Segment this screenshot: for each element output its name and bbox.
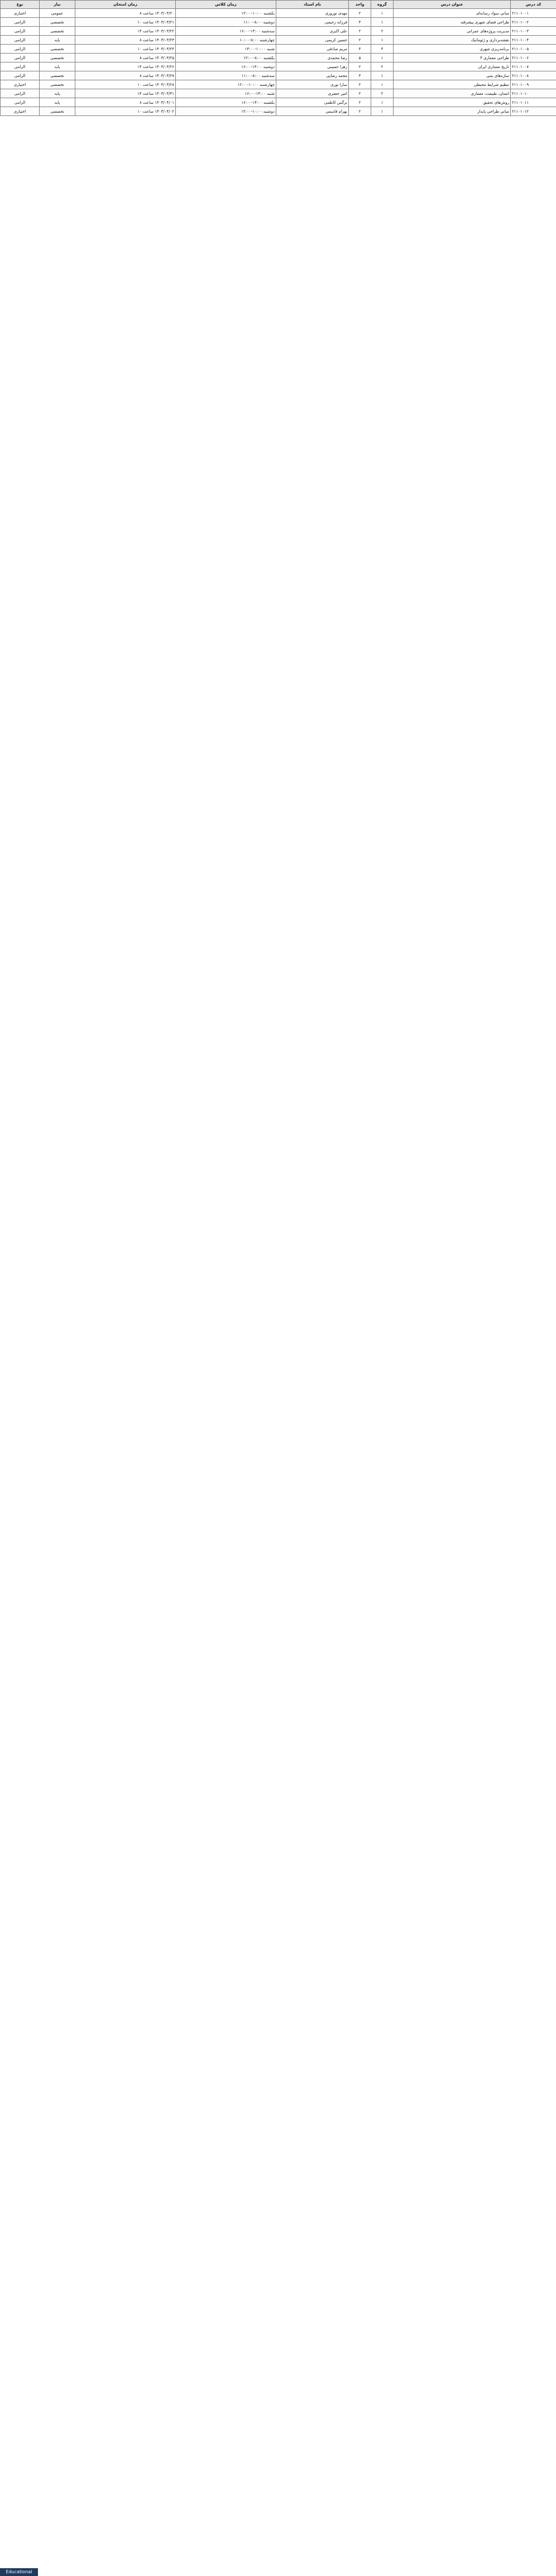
cell-title: مبانی سواد رسانه‌ای — [394, 9, 511, 18]
cell-class-time: دوشنبه ۱۴:۰۰-۱۶:۰۰ — [176, 62, 276, 71]
cell-group: ۲ — [371, 27, 394, 36]
cell-professor: مریم صادقی — [276, 45, 349, 54]
cell-professor: فرزانه رحیمی — [276, 18, 349, 27]
cell-title: نقشه‌برداری و ژئوماتیک — [394, 36, 511, 45]
cell-type: الزامی — [1, 36, 40, 45]
watermark-logo: Educational — [0, 2568, 38, 2576]
cell-class-time: یکشنبه ۱۰:۰۰-۱۲:۰۰ — [176, 9, 276, 18]
cell-title: روش‌های تحقیق — [394, 98, 511, 107]
table-row — [1, 62, 556, 71]
cell-group: ۱ — [371, 36, 394, 45]
cell-type: الزامی — [1, 27, 40, 36]
cell-exam-time: ۱۴۰۳/۰۳/۲۶ ساعت ۱۴ — [75, 62, 176, 71]
cell-class-time: سه‌شنبه ۸:۰۰-۱۱:۰۰ — [176, 71, 276, 80]
cell-group: ۳ — [371, 45, 394, 54]
header-unit: واحد — [349, 1, 371, 9]
header-title: عنوان درس — [394, 1, 511, 9]
cell-title: تنظیم شرایط محیطی — [394, 80, 511, 89]
header-type: نوع — [1, 1, 40, 9]
cell-professor: مهدی نوروزی — [276, 9, 349, 18]
cell-exam-time: ۱۴۰۳/۰۴/۰۱ ساعت ۸ — [75, 98, 176, 107]
cell-group: ۱ — [371, 107, 394, 116]
cell-requirement: پایه — [40, 62, 75, 71]
cell-exam-time: ۱۴۰۳/۰۳/۲۴ ساعت ۱۰ — [75, 45, 176, 54]
cell-title: طراحی معماری ۴ — [394, 54, 511, 62]
cell-unit: ۳ — [349, 45, 371, 54]
cell-class-time: شنبه ۱۰:۰۰-۱۳:۰۰ — [176, 45, 276, 54]
table-row — [1, 71, 556, 80]
cell-type: اختیاری — [1, 107, 40, 116]
cell-professor: امیر جعفری — [276, 89, 349, 98]
header-requirement: نیاز — [40, 1, 75, 9]
cell-code: ۲۱۱۰۱۰۰۸ — [511, 71, 556, 80]
cell-group: ۱ — [371, 9, 394, 18]
table-body — [1, 9, 556, 116]
cell-unit: ۲ — [349, 27, 371, 36]
cell-type: الزامی — [1, 62, 40, 71]
cell-class-time: یکشنبه ۸:۰۰-۱۲:۰۰ — [176, 54, 276, 62]
cell-unit: ۲ — [349, 62, 371, 71]
course-table — [0, 0, 556, 116]
cell-group: ۲ — [371, 89, 394, 98]
table-row — [1, 18, 556, 27]
cell-exam-time: ۱۴۰۳/۰۴/۰۲ ساعت ۱۰ — [75, 107, 176, 116]
cell-exam-time: ۱۴۰۳/۰۳/۳۱ ساعت ۱۴ — [75, 89, 176, 98]
cell-title: انسان، طبیعت، معماری — [394, 89, 511, 98]
table-row — [1, 27, 556, 36]
cell-requirement: پایه — [40, 98, 75, 107]
cell-professor: حسین کریمی — [276, 36, 349, 45]
cell-unit: ۲ — [349, 80, 371, 89]
cell-requirement: تخصصی — [40, 80, 75, 89]
cell-requirement: پایه — [40, 89, 75, 98]
cell-code: ۲۱۱۰۱۰۰۹ — [511, 80, 556, 89]
cell-unit: ۲ — [349, 98, 371, 107]
cell-code: ۲۱۱۰۱۰۰۱ — [511, 9, 556, 18]
cell-title: مدیریت پروژه‌های عمرانی — [394, 27, 511, 36]
table-header-row — [1, 1, 556, 9]
cell-professor: رضا محمدی — [276, 54, 349, 62]
cell-requirement: تخصصی — [40, 27, 75, 36]
cell-requirement: تخصصی — [40, 107, 75, 116]
cell-group: ۱ — [371, 54, 394, 62]
cell-professor: نرگس کاظمی — [276, 98, 349, 107]
cell-exam-time: ۱۴۰۳/۰۳/۲۸ ساعت ۱۰ — [75, 80, 176, 89]
cell-professor: بهرام قاسمی — [276, 107, 349, 116]
cell-requirement: عمومی — [40, 9, 75, 18]
table-row — [1, 107, 556, 116]
cell-exam-time: ۱۴۰۳/۰۳/۲۱ ساعت ۱۰ — [75, 18, 176, 27]
cell-class-time: یکشنبه ۱۴:۰۰-۱۶:۰۰ — [176, 98, 276, 107]
cell-type: اختیاری — [1, 80, 40, 89]
cell-unit: ۲ — [349, 89, 371, 98]
cell-requirement: تخصصی — [40, 18, 75, 27]
cell-requirement: تخصصی — [40, 54, 75, 62]
cell-exam-time: ۱۴۰۳/۰۳/۲۰ ساعت ۸ — [75, 9, 176, 18]
cell-unit: ۳ — [349, 18, 371, 27]
cell-title: سازه‌های بتنی — [394, 71, 511, 80]
header-professor: نام استاد — [276, 1, 349, 9]
cell-title: مبانی طراحی پایدار — [394, 107, 511, 116]
cell-class-time: سه‌شنبه ۱۴:۰۰-۱۶:۰۰ — [176, 27, 276, 36]
cell-professor: علی اکبری — [276, 27, 349, 36]
table-row — [1, 36, 556, 45]
cell-group: ۱ — [371, 18, 394, 27]
cell-type: اختیاری — [1, 9, 40, 18]
cell-type: الزامی — [1, 89, 40, 98]
cell-unit: ۵ — [349, 54, 371, 62]
cell-title: طراحی فضای شهری پیشرفته — [394, 18, 511, 27]
cell-group: ۱ — [371, 71, 394, 80]
cell-title: تاریخ معماری ایران — [394, 62, 511, 71]
cell-professor: زهرا حسینی — [276, 62, 349, 71]
cell-professor: سارا نوری — [276, 80, 349, 89]
cell-class-time: چهارشنبه ۱۰:۰۰-۱۲:۰۰ — [176, 80, 276, 89]
cell-group: ۱ — [371, 80, 394, 89]
cell-title: برنامه‌ریزی شهری — [394, 45, 511, 54]
cell-class-time: شنبه ۱۴:۰۰-۱۶:۰۰ — [176, 89, 276, 98]
table-row — [1, 98, 556, 107]
cell-group: ۲ — [371, 62, 394, 71]
cell-code: ۲۱۱۰۱۰۱۰ — [511, 89, 556, 98]
cell-code: ۲۱۱۰۱۰۱۲ — [511, 107, 556, 116]
cell-requirement: تخصصی — [40, 45, 75, 54]
cell-class-time: چهارشنبه ۸:۰۰-۱۰:۰۰ — [176, 36, 276, 45]
table-row — [1, 54, 556, 62]
table-row — [1, 45, 556, 54]
cell-class-time: دوشنبه ۸:۰۰-۱۱:۰۰ — [176, 18, 276, 27]
cell-group: ۱ — [371, 98, 394, 107]
cell-requirement: پایه — [40, 36, 75, 45]
cell-exam-time: ۱۴۰۳/۰۳/۲۲ ساعت ۱۴ — [75, 27, 176, 36]
cell-unit: ۳ — [349, 71, 371, 80]
cell-code: ۲۱۱۰۱۰۰۴ — [511, 36, 556, 45]
cell-code: ۲۱۱۰۱۰۰۶ — [511, 54, 556, 62]
table-row — [1, 89, 556, 98]
header-exam-time: زمان امتحان — [75, 1, 176, 9]
header-class-time: زمان کلاس — [176, 1, 276, 9]
cell-code: ۲۱۱۰۱۰۱۱ — [511, 98, 556, 107]
cell-requirement: تخصصی — [40, 71, 75, 80]
cell-unit: ۲ — [349, 107, 371, 116]
cell-exam-time: ۱۴۰۳/۰۳/۲۳ ساعت ۸ — [75, 36, 176, 45]
cell-code: ۲۱۱۰۱۰۰۲ — [511, 18, 556, 27]
cell-type: الزامی — [1, 45, 40, 54]
cell-unit: ۲ — [349, 36, 371, 45]
cell-class-time: دوشنبه ۱۰:۰۰-۱۲:۰۰ — [176, 107, 276, 116]
header-group: گروه — [371, 1, 394, 9]
cell-exam-time: ۱۴۰۳/۰۳/۲۷ ساعت ۸ — [75, 71, 176, 80]
cell-code: ۲۱۱۰۱۰۰۳ — [511, 27, 556, 36]
cell-type: الزامی — [1, 98, 40, 107]
cell-exam-time: ۱۴۰۳/۰۳/۲۵ ساعت ۸ — [75, 54, 176, 62]
cell-code: ۲۱۱۰۱۰۰۷ — [511, 62, 556, 71]
cell-type: الزامی — [1, 71, 40, 80]
cell-type: الزامی — [1, 54, 40, 62]
cell-professor: محمد رضایی — [276, 71, 349, 80]
table-row — [1, 9, 556, 18]
table-row — [1, 80, 556, 89]
cell-code: ۲۱۱۰۱۰۰۵ — [511, 45, 556, 54]
cell-type: الزامی — [1, 18, 40, 27]
cell-unit: ۲ — [349, 9, 371, 18]
header-code: کد درس — [511, 1, 556, 9]
